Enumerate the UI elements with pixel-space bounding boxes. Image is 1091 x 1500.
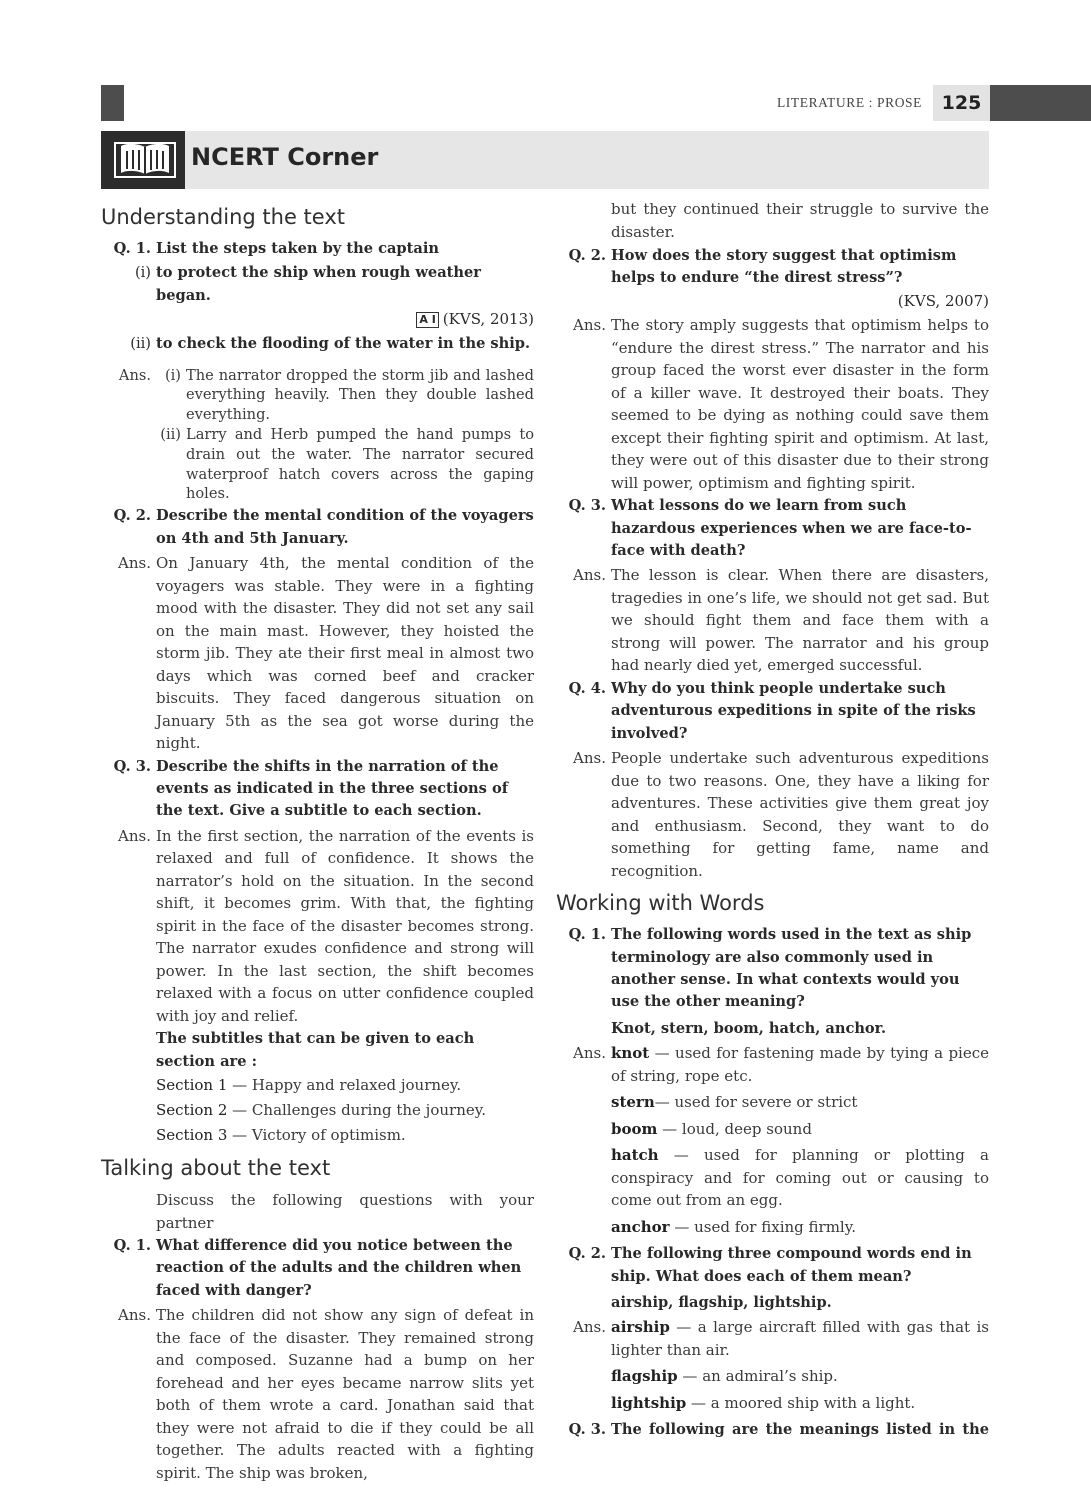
- word-list: Knot, stern, boom, hatch, anchor.: [611, 1019, 887, 1037]
- definition-anchor: anchor — used for fixing firmly.: [611, 1217, 856, 1236]
- words-answer-1: Ans. knot — used for fastening made by tying a piece of string, rope etc. stern— used for severe or strict boom — loud, deep sound hatch — used for planning or plotting a conspiracy and for coming out or causing to come out from an egg. anchor — used for fixing firmly.: [556, 1042, 989, 1242]
- open-book-icon: [111, 137, 179, 183]
- words-question-1: Q. 1. The following words used in the text as ship terminology are also commonly used in another sense. In what contexts would you use the other meaning? Knot, stern, boom, hatch, anchor.: [556, 924, 989, 1040]
- header-left-block: [101, 85, 124, 121]
- talking-question-4: Q. 4. Why do you think people undertake such adventurous expeditions in spite of the risks involved?: [568, 679, 976, 742]
- page-number: 125: [933, 85, 990, 121]
- question-1-part-i: [101, 262, 534, 331]
- answer-text: Larry and Herb pumped the hand pumps to drain out the water. The narrator secured waterproof hatch covers across the gaping holes.: [186, 426, 534, 503]
- talking-answer-2: Ans. The story amply suggests that optimism helps to “endure the direst stress.” The narrator and his group faced the worst ever disaster in the form of a killer wave. It destroyed their boats. They seemed to be dying as nothing could save them except their fighting spirit and optimism. At last, they were out of this disaster due to their strong will power, optimism and fighting spirit.: [573, 316, 989, 492]
- question-3: Q. 3. Describe the shifts in the narration of the events as indicated in the three sections of the text. Give a subtitle to each section.: [113, 757, 508, 820]
- question-text: List the steps taken by the captain: [156, 240, 439, 257]
- header-right-block: [990, 85, 1091, 121]
- talking-answer-3: Ans. The lesson is clear. When there are disasters, tragedies in one’s life, we should not get sad. But we should fight them and face them with a strong will power. The narrator and his group had nearly died yet, emerged successful.: [573, 566, 989, 675]
- answer-3: Ans. In the first section, the narration of the events is relaxed and full of confidence. It shows the narrator’s hold on the situation. In the second shift, it becomes grim. With that, the fighting spirit in the face of the disaster becomes strong. The narrator exudes confidence and strong will power. In the last section, the shift becomes relaxed with a focus on utter confidence coupled with joy and relief.: [118, 826, 534, 1025]
- question-1: [101, 238, 534, 260]
- sub-tag: (i): [134, 264, 151, 282]
- left-column: [101, 198, 534, 1485]
- word-list: airship, flagship, lightship.: [611, 1294, 832, 1311]
- sub-tag: (i): [164, 366, 181, 384]
- question-1-part-ii: [101, 333, 534, 355]
- running-head: LITERATURE : PROSE: [776, 95, 922, 110]
- talking-question-3: Q. 3. What lessons do we learn from such hazardous experiences when we are face-to-face with death?: [568, 497, 972, 560]
- talking-question-1: Q. 1. What difference did you notice between the reaction of the adults and the children when faced with danger?: [113, 1237, 522, 1299]
- answer-1: [101, 366, 534, 505]
- ai-badge-icon: A I: [416, 312, 438, 328]
- definition-hatch: hatch — used for planning or plotting a conspiracy and for coming out or causing to come out from an egg.: [611, 1146, 989, 1210]
- words-question-2: Q. 2. The following three compound words end in ship. What does each of them mean? airship, flagship, lightship.: [556, 1243, 989, 1314]
- talking-answer-4: Ans. People undertake such adventurous expeditions due to two reasons. One, they have a liking for adventures. These activities give them great joy and enthusiasm. Second, they want to do something for getting fame, name and recognition.: [573, 749, 989, 880]
- words-question-3: Q. 3. The following are the meanings listed in the: [568, 1421, 989, 1439]
- section-title-words: Working with Words: [556, 891, 765, 916]
- definition-lightship: lightship — a moored ship with a light.: [611, 1393, 916, 1412]
- sub-tag: (ii): [130, 335, 151, 353]
- words-answer-2: Ans. airship — a large aircraft filled with gas that is lighter than air. flagship — an admiral’s ship. lightship — a moored ship with a light.: [556, 1316, 989, 1418]
- section-title-talking: Talking about the text: [101, 1156, 331, 1181]
- subtitle-section-2: Section 2 — Challenges during the journey.: [156, 1101, 486, 1120]
- ncert-corner-banner: [101, 131, 989, 189]
- banner-title: NCERT Corner: [191, 143, 379, 171]
- subtitles-lead: The subtitles that can be given to each section are :: [156, 1030, 475, 1070]
- section-title-understanding: Understanding the text: [101, 205, 345, 229]
- talking-intro: Discuss the following questions with your partner: [156, 1191, 534, 1232]
- definition-airship: airship — a large aircraft filled with gas that is lighter than air.: [611, 1318, 989, 1359]
- subtitle-section-1: Section 1 — Happy and relaxed journey.: [156, 1076, 462, 1095]
- talking-answer-1-continued: but they continued their struggle to survive the disaster.: [611, 200, 989, 241]
- definition-stern: stern— used for severe or strict: [611, 1093, 858, 1112]
- talking-question-2: Q. 2. How does the story suggest that optimism helps to endure “the direst stress”? (KVS, 2007): [556, 245, 989, 312]
- sub-tag: (ii): [160, 426, 181, 444]
- question-text: to check the flooding of the water in the ship.: [156, 335, 531, 353]
- talking-answer-1: Ans. The children did not show any sign of defeat in the face of the disaster. They remained strong and composed. Suzanne had a bump on her forehead and her eyes became narrow slits yet both of them wrote a card. Jonathan said that they were not afraid to die if they could be all together. The adults reacted with a fighting spirit. The ship was broken,: [118, 1306, 534, 1482]
- answer-text: The narrator dropped the storm jib and lashed everything heavily. Then they double lashed everything.: [186, 366, 534, 424]
- citation: A I (KVS, 2013): [156, 307, 534, 331]
- definition-boom: boom — loud, deep sound: [611, 1119, 812, 1138]
- answer-2: Ans. On January 4th, the mental condition of the voyagers was stable. They were in a fighting mood with the disaster. They did not set any sail on the main mast. However, they hoisted the storm jib. They ate their first meal in almost two days which was corned beef and cracker biscuits. They faced dangerous situation on January 5th as the sea got worse during the night.: [118, 554, 534, 753]
- question-2: Q. 2. Describe the mental condition of the voyagers on 4th and 5th January.: [113, 507, 534, 547]
- question-text: to protect the ship when rough weather began.: [156, 264, 481, 304]
- answer-tag: Ans.: [118, 366, 151, 384]
- subtitle-section-3: Section 3 — Victory of optimism.: [156, 1126, 406, 1145]
- definition-flagship: flagship — an admiral’s ship.: [611, 1367, 838, 1386]
- definition-knot: knot — used for fastening made by tying a piece of string, rope etc.: [611, 1044, 989, 1085]
- right-column: [556, 198, 989, 1444]
- question-tag: Q. 1.: [113, 240, 151, 257]
- citation: (KVS, 2007): [897, 291, 989, 310]
